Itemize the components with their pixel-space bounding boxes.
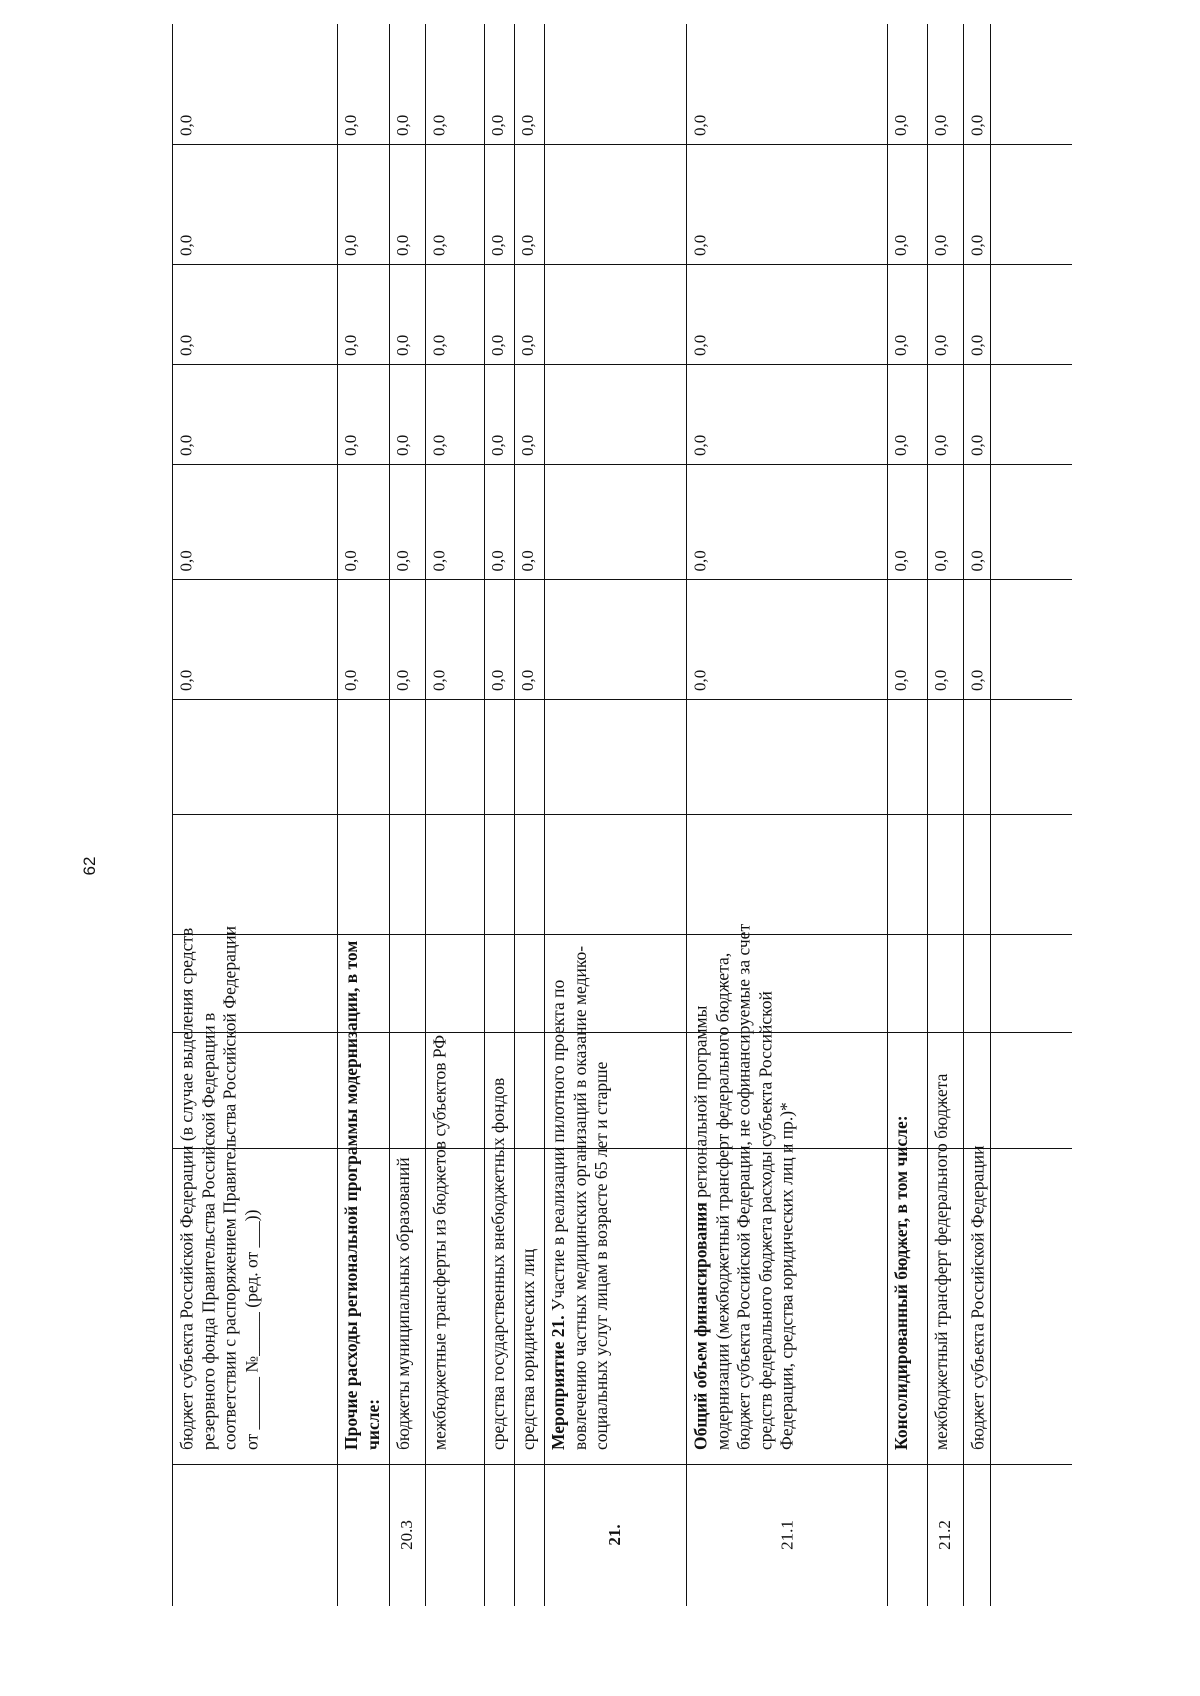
value-text: 0,0: [393, 234, 412, 256]
value-cell: [337, 24, 389, 144]
value-text: 0,0: [488, 234, 507, 256]
row-description-text: межбюджетный трансферт федерального бюджета: [931, 1073, 951, 1450]
row-number: [544, 1464, 686, 1606]
value-cell: [963, 24, 990, 144]
value-text: 0,0: [690, 234, 709, 256]
value-cell: [337, 464, 389, 579]
row-description-text: региональной программы модернизации (межбюджетный трансферт федерального бюджета, бюджет субъекта Российской Федерации, не софинансируемые за счет средств федерального бюджета расходы субъекта Российской Федерации, средства юридических лиц и пр.)*: [690, 923, 796, 1450]
value-cell: [389, 364, 425, 464]
row-description-text: Участие в реализации пилотного проекта по вовлечению частных медицинских организаций в оказание медико-социальных услуг лицам в возрасте 65 лет и старше: [548, 945, 611, 1450]
value-cell: [544, 464, 686, 579]
value-cell: [337, 364, 389, 464]
value-cell: [425, 364, 484, 464]
value-text: 0,0: [690, 669, 709, 691]
value-cell: [927, 464, 963, 579]
value-text: 0,0: [341, 114, 360, 136]
value-text: 0,0: [690, 334, 709, 356]
row-description-text: Прочие расходы региональной программы модернизации, в том числе:: [341, 940, 383, 1450]
value-text: 0,0: [891, 334, 910, 356]
value-text: 0,0: [393, 114, 412, 136]
value-cell: [172, 24, 337, 144]
value-cell: [425, 144, 484, 264]
value-cell: [963, 579, 990, 699]
value-text: 0,0: [488, 434, 507, 456]
value-cell: [927, 144, 963, 264]
value-text: 0,0: [518, 549, 537, 571]
value-cell: [686, 579, 887, 699]
value-text: 0,0: [341, 669, 360, 691]
row-description: [425, 904, 484, 1464]
value-text: 0,0: [341, 434, 360, 456]
value-text: 0,0: [341, 549, 360, 571]
value-text: 0,0: [967, 234, 986, 256]
value-cell: [927, 264, 963, 364]
row-description-bold: Консолидированный бюджет, в том числе:: [891, 1115, 911, 1450]
page-number: 62: [80, 856, 99, 876]
value-text: 0,0: [393, 549, 412, 571]
value-cell: [686, 144, 887, 264]
row-description: [172, 904, 337, 1464]
value-text: 0,0: [518, 669, 537, 691]
row-number: [389, 1464, 425, 1606]
value-cell: [337, 579, 389, 699]
row-number: [963, 1464, 990, 1606]
value-cell: [963, 264, 990, 364]
value-cell: [425, 24, 484, 144]
table-column-border: [172, 814, 1072, 815]
row-number-text: 20.3: [397, 1520, 416, 1550]
row-description: [887, 904, 927, 1464]
row-number: [887, 1464, 927, 1606]
value-cell: [544, 364, 686, 464]
row-description: [963, 904, 990, 1464]
value-text: 0,0: [518, 334, 537, 356]
row-number: [927, 1464, 963, 1606]
value-text: 0,0: [518, 234, 537, 256]
row-number: [172, 1464, 337, 1606]
value-cell: [963, 364, 990, 464]
value-cell: [484, 364, 514, 464]
value-cell: [514, 144, 544, 264]
row-description-text: бюджеты муниципальных образований: [393, 1157, 413, 1450]
value-cell: [686, 264, 887, 364]
value-text: 0,0: [176, 549, 195, 571]
value-cell: [514, 579, 544, 699]
value-cell: [887, 464, 927, 579]
row-description: [927, 904, 963, 1464]
value-cell: [887, 24, 927, 144]
value-cell: [425, 464, 484, 579]
value-cell: [172, 144, 337, 264]
value-cell: [927, 579, 963, 699]
value-cell: [484, 579, 514, 699]
value-text: 0,0: [518, 434, 537, 456]
value-cell: [514, 24, 544, 144]
value-text: 0,0: [176, 114, 195, 136]
value-text: 0,0: [891, 549, 910, 571]
value-cell: [544, 579, 686, 699]
value-cell: [337, 264, 389, 364]
row-number: [484, 1464, 514, 1606]
value-cell: [337, 144, 389, 264]
value-text: 0,0: [931, 434, 950, 456]
value-text: 0,0: [488, 334, 507, 356]
value-text: 0,0: [931, 114, 950, 136]
value-cell: [425, 264, 484, 364]
value-cell: [686, 24, 887, 144]
value-text: 0,0: [429, 334, 448, 356]
value-cell: [484, 264, 514, 364]
value-text: 0,0: [967, 549, 986, 571]
value-cell: [484, 464, 514, 579]
value-text: 0,0: [341, 234, 360, 256]
value-text: 0,0: [488, 669, 507, 691]
value-text: 0,0: [429, 549, 448, 571]
value-text: 0,0: [931, 334, 950, 356]
row-number: [425, 1464, 484, 1606]
value-cell: [514, 364, 544, 464]
value-cell: [172, 264, 337, 364]
row-number-text: 21.: [605, 1524, 624, 1546]
value-cell: [887, 264, 927, 364]
value-cell: [963, 144, 990, 264]
value-cell: [963, 464, 990, 579]
row-description-text: средства государственных внебюджетных фондов: [488, 1077, 508, 1450]
value-cell: [887, 364, 927, 464]
row-description: [544, 904, 686, 1464]
value-cell: [389, 464, 425, 579]
value-text: 0,0: [967, 669, 986, 691]
row-description-text: межбюджетные трансферты из бюджетов субъектов РФ: [429, 1034, 449, 1450]
value-cell: [389, 144, 425, 264]
value-cell: [172, 579, 337, 699]
value-text: 0,0: [176, 334, 195, 356]
value-cell: [544, 144, 686, 264]
value-text: 0,0: [891, 669, 910, 691]
value-cell: [544, 264, 686, 364]
value-text: 0,0: [429, 114, 448, 136]
row-description-text: бюджет субъекта Российской Федерации (в случае выделения средств резервного фонда Правительства Российской Федерации в соответствии с распоряжением Правительства Российской Федерации от ______ №_____ (ред. от ___)): [176, 926, 261, 1450]
value-text: 0,0: [690, 549, 709, 571]
value-text: 0,0: [393, 334, 412, 356]
value-text: 0,0: [690, 434, 709, 456]
value-cell: [172, 464, 337, 579]
table-column-border: [172, 699, 1072, 700]
value-text: 0,0: [967, 334, 986, 356]
row-description: [484, 904, 514, 1464]
value-cell: [389, 579, 425, 699]
value-text: 0,0: [488, 549, 507, 571]
value-cell: [172, 364, 337, 464]
value-text: 0,0: [967, 434, 986, 456]
value-cell: [514, 464, 544, 579]
value-text: 0,0: [341, 334, 360, 356]
value-cell: [887, 579, 927, 699]
value-text: 0,0: [393, 669, 412, 691]
row-number-text: 21.1: [776, 1520, 796, 1550]
value-text: 0,0: [429, 434, 448, 456]
row-description: [389, 904, 425, 1464]
value-text: 0,0: [690, 114, 709, 136]
value-cell: [927, 24, 963, 144]
value-text: 0,0: [891, 114, 910, 136]
value-cell: [927, 364, 963, 464]
value-cell: [389, 264, 425, 364]
value-text: 0,0: [429, 234, 448, 256]
value-text: 0,0: [931, 234, 950, 256]
value-text: 0,0: [967, 114, 986, 136]
value-text: 0,0: [931, 669, 950, 691]
value-cell: [484, 24, 514, 144]
value-cell: [686, 464, 887, 579]
value-cell: [686, 364, 887, 464]
row-number: [514, 1464, 544, 1606]
row-number: [337, 1464, 389, 1606]
row-description-text: средства юридических лиц: [518, 1248, 538, 1450]
value-text: 0,0: [176, 434, 195, 456]
row-description-bold: Мероприятие 21.: [548, 1315, 568, 1450]
row-description: [514, 904, 544, 1464]
row-description-text: бюджет субъекта Российской Федерации: [967, 1145, 987, 1450]
value-cell: [544, 24, 686, 144]
value-text: 0,0: [931, 549, 950, 571]
row-number: [686, 1464, 887, 1606]
value-text: 0,0: [393, 434, 412, 456]
value-cell: [425, 579, 484, 699]
value-cell: [484, 144, 514, 264]
value-cell: [887, 144, 927, 264]
row-number-text: 21.2: [935, 1520, 954, 1550]
value-text: 0,0: [891, 434, 910, 456]
value-text: 0,0: [891, 234, 910, 256]
value-text: 0,0: [176, 234, 195, 256]
value-text: 0,0: [429, 669, 448, 691]
row-description: [337, 904, 389, 1464]
row-description: [686, 904, 887, 1464]
value-text: 0,0: [488, 114, 507, 136]
value-text: 0,0: [176, 669, 195, 691]
value-cell: [514, 264, 544, 364]
value-text: 0,0: [518, 114, 537, 136]
value-cell: [389, 24, 425, 144]
financing-table: [172, 24, 1072, 1606]
row-description-bold: Общий объем финансирования: [690, 1202, 710, 1450]
